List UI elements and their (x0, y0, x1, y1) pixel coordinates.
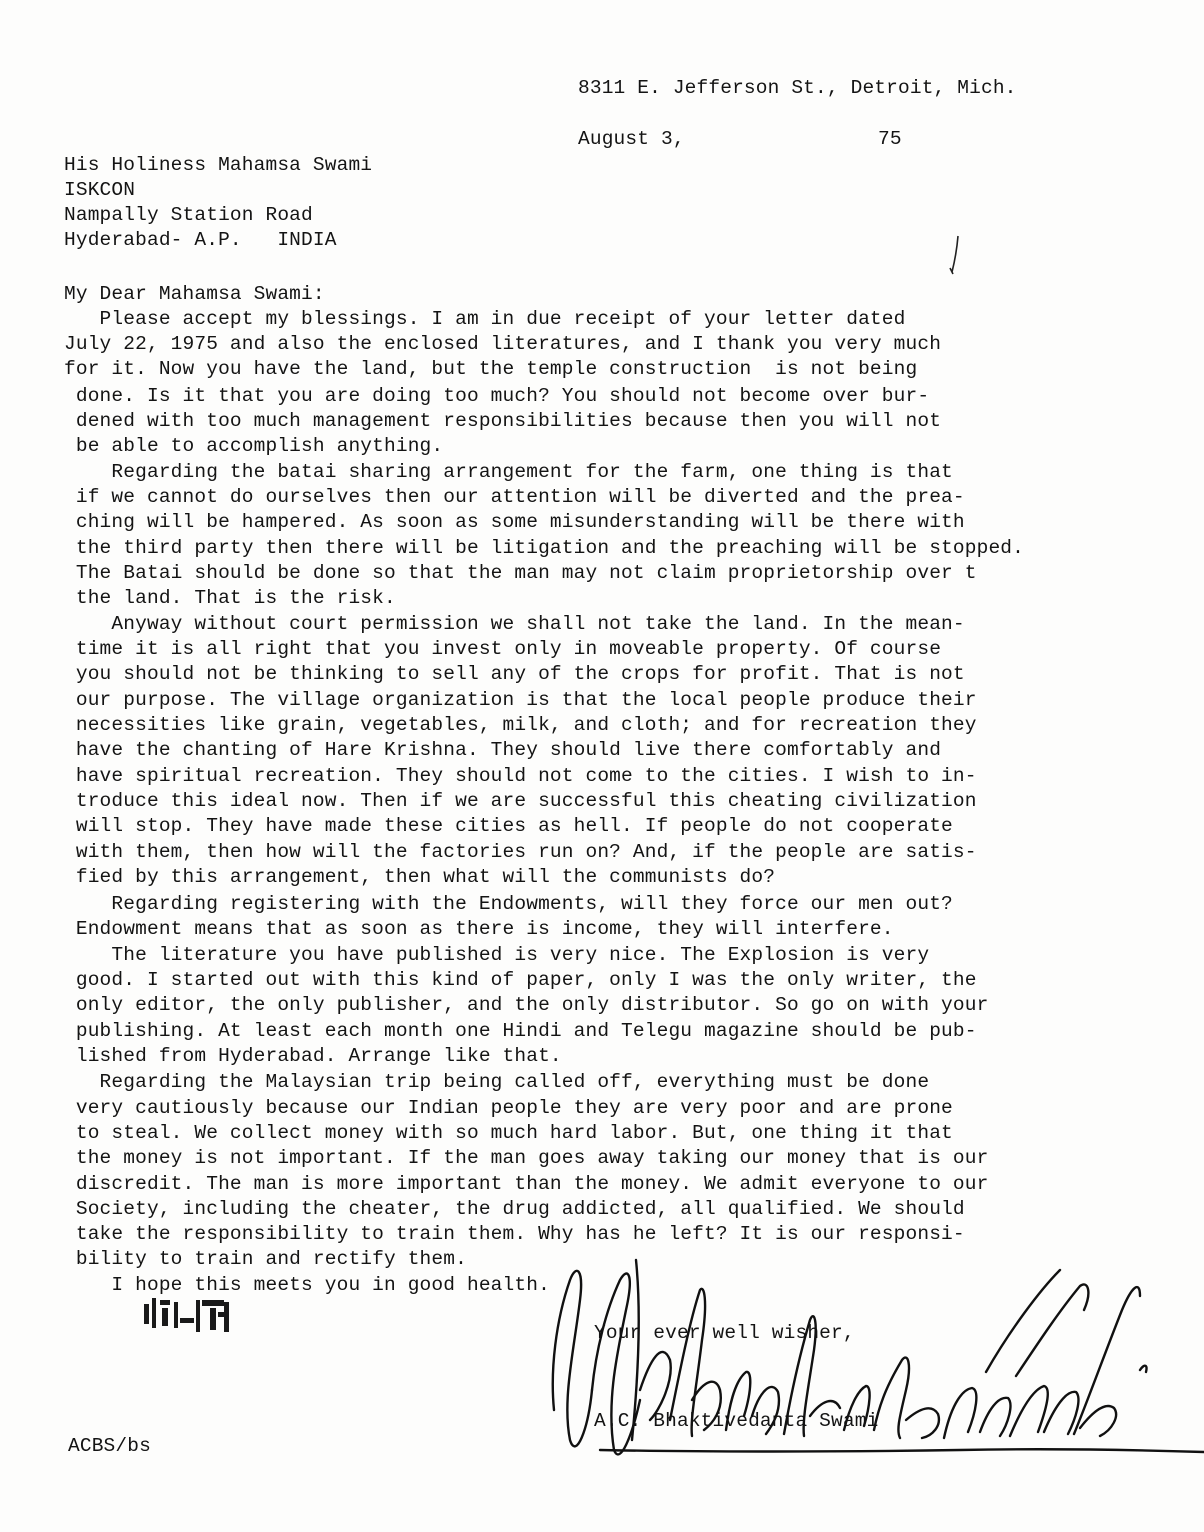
salutation: My Dear Mahamsa Swami: (64, 283, 325, 305)
body-line: Society, including the cheater, the drug addicted, all qualified. We should (64, 1198, 965, 1220)
body-line: Endowment means that as soon as there is income, they will interfere. (64, 918, 894, 940)
body-line: our purpose. The village organization is that the local people produce their (64, 689, 977, 711)
recipient-line: ISKCON (64, 179, 136, 201)
closing: Your ever well wisher, (594, 1322, 855, 1344)
body-line: if we cannot do ourselves then our attention will be diverted and the prea- (64, 486, 965, 508)
letter-date-year: 75 (878, 128, 902, 150)
body-line: I hope this meets you in good health. (64, 1274, 550, 1296)
recipient-line: Hyderabad- A.P. INDIA (64, 229, 337, 251)
body-line: troduce this ideal now. Then if we are successful this cheating civilization (64, 790, 977, 812)
body-line: publishing. At least each month one Hindi and Telegu magazine should be pub- (64, 1020, 977, 1042)
body-line: dened with too much management responsibilities because then you will not (64, 410, 942, 432)
body-line: Regarding registering with the Endowments, will they force our men out? (64, 893, 953, 915)
body-line: the third party then there will be litigation and the preaching will be stopped. (64, 537, 1025, 559)
body-line: have the chanting of Hare Krishna. They should live there comfortably and (64, 739, 942, 761)
body-line: The Batai should be done so that the man may not claim proprietorship over t (64, 562, 977, 584)
typist-initials: ACBS/bs (68, 1435, 151, 1457)
body-line: be able to accomplish anything. (64, 435, 444, 457)
body-line: the land. That is the risk. (64, 587, 396, 609)
body-line: for it. Now you have the land, but the temple construction is not being (64, 358, 918, 380)
signer-name: A.C. Bhaktivedanta Swami (594, 1410, 879, 1432)
letter-date: August 3, (578, 128, 685, 150)
body-line: Anyway without court permission we shall not take the land. In the mean- (64, 613, 965, 635)
body-line: lished from Hyderabad. Arrange like that. (64, 1045, 562, 1067)
body-line: will stop. They have made these cities as hell. If people do not cooperate (64, 815, 953, 837)
body-line: only editor, the only publisher, and the only distributor. So go on with your (64, 994, 989, 1016)
body-line: fied by this arrangement, then what will the communists do? (64, 866, 776, 888)
body-line: the money is not important. If the man goes away taking our money that is our (64, 1147, 989, 1169)
body-line: very cautiously because our Indian people they are very poor and are prone (64, 1097, 953, 1119)
body-line: July 22, 1975 and also the enclosed literatures, and I thank you very much (64, 333, 942, 355)
body-line: done. Is it that you are doing too much? You should not become over bur- (64, 385, 930, 407)
handwritten-signature (540, 1240, 1204, 1480)
pen-tick-mark (940, 232, 970, 280)
recipient-line: Nampally Station Road (64, 204, 313, 226)
body-line: necessities like grain, vegetables, milk, and cloth; and for recreation they (64, 714, 977, 736)
body-line: have spiritual recreation. They should not come to the cities. I wish to in- (64, 765, 977, 787)
sender-address: 8311 E. Jefferson St., Detroit, Mich. (578, 77, 1017, 99)
recipient-line: His Holiness Mahamsa Swami (64, 154, 373, 176)
body-line: you should not be thinking to sell any of the crops for profit. That is not (64, 663, 965, 685)
body-line: take the responsibility to train them. Why has he left? It is our responsi- (64, 1223, 965, 1245)
body-line: discredit. The man is more important than the money. We admit everyone to our (64, 1173, 989, 1195)
body-line: ching will be hampered. As soon as some misunderstanding will be there with (64, 511, 965, 533)
body-line: Regarding the batai sharing arrangement for the farm, one thing is that (64, 461, 953, 483)
body-line: The literature you have published is very nice. The Explosion is very (64, 944, 930, 966)
body-line: time it is all right that you invest only in moveable property. Of course (64, 638, 942, 660)
body-line: bility to train and rectify them. (64, 1248, 467, 1270)
body-line: Please accept my blessings. I am in due receipt of your letter dated (64, 308, 906, 330)
body-line: good. I started out with this kind of paper, only I was the only writer, the (64, 969, 977, 991)
body-line: to steal. We collect money with so much hard labor. But, one thing it that (64, 1122, 953, 1144)
body-line: Regarding the Malaysian trip being called off, everything must be done (64, 1071, 930, 1093)
body-line: with them, then how will the factories run on? And, if the people are satis- (64, 841, 977, 863)
